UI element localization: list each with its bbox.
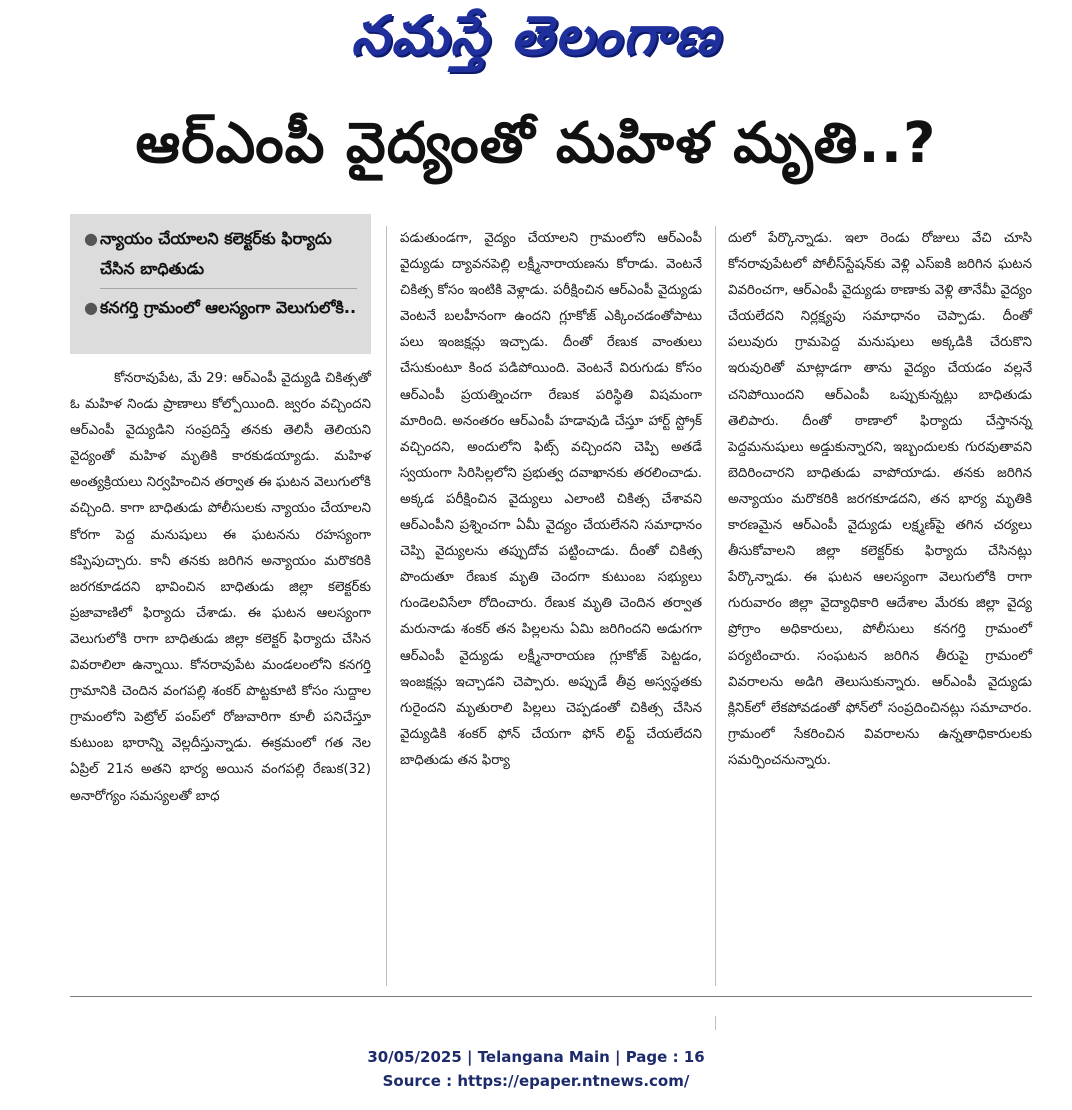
newspaper-logo: నమస్తే తెలంగాణ — [351, 3, 721, 67]
highlight-item — [84, 293, 357, 323]
article-bottom-rule — [70, 996, 1032, 997]
footer-edition-line: 30/05/2025 | Telangana Main | Page : 16 — [367, 1048, 705, 1066]
bullet-icon: ● — [84, 229, 98, 248]
article-column-2: పడుతుండగా, వైద్యం చేయాలని గ్రామంలోని ఆర్‌ఎంపీ వైద్యుడు ద్యావనపెల్లి లక్ష్మీనారాయణను కోరాడు. వెంటనే చికిత్స కోసం ఇంటికి వెళ్లాడు. పరీక్షించిన ఆర్‌ఎంపీ వైద్యుడు వెంటనే బలహీనంగా ఉందని గ్లూకోజ్ ఎక్కించడంతోపాటు పలు ఇంజక్షన్లు ఇచ్చాడు. దీంతో రేణుక వాంతులు చేసుకుంటూ కింద పడిపోయింది. వెంటనే విరుగుడు కోసం ఆర్‌ఎంపీ ప్రయత్నించగా రేణుక పరిస్థితి విషమంగా మారింది. అనంతరం ఆర్‌ఎంపీ హడావుడి చేస్తూ హార్ట్ స్ట్రోక్ వచ్చిందని, అందులోని ఫిట్స్ వచ్చిందని చెప్పి అతడే స్వయంగా సిరిసిల్లలోని ప్రభుత్వ దవాఖానకు తరలించాడు. అక్కడ పరీక్షించిన వైద్యులు ఎలాంటి చికిత్స చేశావని ఆర్‌ఎంపీని ప్రశ్నించగా ఏమీ వైద్యం చేయలేనని సమాధానం చెప్పి వైద్యులను తప్పుదోవ పట్టించాడు. దీంతో చికిత్స పొందుతూ రేణుక మృతి చెందగా కుటుంబ సభ్యులు గుండెలవిసేలా రోదించారు. రేణుక మృతి చెందిన తర్వాత మరునాడు శంకర్ తన పిల్లలను ఏమి జరిగిందని అడుగగా ఆర్‌ఎంపీ వైద్యుడు లక్ష్మీనారాయణ గ్లూకోజ్ పెట్టడం, ఇంజక్షన్లు ఇచ్చాడని చెప్పారు. అప్పుడే తీవ్ర అస్వస్థతకు గురైందని మృతురాలి పిల్లలు చెప్పడంతో చికిత్స చేసిన వైద్యుడికి శంకర్ ఫోన్ చేయగా ఫోన్ లిఫ్ట్ చేయలేదని బాధితుడు తన ఫిర్యా — [400, 231, 702, 768]
next-article-fragment — [110, 1022, 670, 1034]
highlight-text: కనగర్తి గ్రామంలో ఆలస్యంగా వెలుగులోకి.. — [100, 298, 357, 317]
highlight-item — [84, 224, 357, 284]
highlight-divider — [100, 288, 357, 289]
column-divider — [715, 226, 716, 986]
footer-source-line: Source : https://epaper.ntnews.com/ — [382, 1072, 690, 1090]
article-headline: ఆర్‌ఎంపీ వైద్యంతో మహిళ మృతి..? — [135, 110, 937, 176]
article-column-3: దులో పేర్కొన్నాడు. ఇలా రెండు రోజులు వేచి చూసి కోనరావుపేటలో పోలీస్‌స్టేషన్‌కు వెళ్లి ఎస్‌ఐకి జరిగిన ఘటన వివరించగా, ఆర్‌ఎంపీ వైద్యుడు ఠాణాకు వెళ్లి తానేమీ వైద్యం చేయలేదని నిర్లక్ష్యపు సమాధానం చెప్పాడు. దీంతో పలువురు గ్రామపెద్ద మనుషులు అక్కడికి చేరుకొని ఇరువురితో మాట్లాడగా తాను వైద్యం చేయడం వల్లనే చనిపోయిందని ఆర్‌ఎంపీ ఒప్పుకున్నట్లు బాధితుడు తెలిపారు. దీంతో ఠాణాలో ఫిర్యాదు చేస్తానన్న పెద్దమనుషులు అడ్డుకున్నారని, ఇబ్బందులకు గురవుతావని బెదిరించారని బాధితుడు వాపోయాడు. తనకు జరిగిన అన్యాయం మరొకరికి జరగకూడదని, తన భార్య మృతికి కారణమైన ఆర్‌ఎంపీ వైద్యుడు లక్ష్మణ్‌పై తగిన చర్యలు తీసుకోవాలని జిల్లా కలెక్టర్‌కు ఫిర్యాదు చేసినట్లు పేర్కొన్నాడు. ఈ ఘటన ఆలస్యంగా వెలుగులోకి రాగా గురువారం జిల్లా వైద్యాధికారి ఆదేశాల మేరకు జిల్లా వైద్య ప్రోగ్రాం అధికారులు, పోలీసులు కనగర్తి గ్రామంలో పర్యటించారు. సంఘటన జరిగిన తీరుపై గ్రామంలో వివరాలను అడిగి తెలుసుకున్నారు. ఆర్‌ఎంపీ వైద్యుడు క్లినిక్‌లో లేకపోవడంతో ఫోన్‌లో సంప్రదించినట్లు సమాచారం. గ్రామంలో సేకరించిన వివరాలను ఉన్నతాధికారులకు సమర్పించనున్నారు. — [728, 231, 1032, 768]
masthead — [0, 4, 1072, 80]
highlights-box — [70, 214, 371, 354]
column-divider — [386, 226, 387, 986]
column-divider — [715, 1016, 716, 1030]
article-column-1: కోనరావుపేట, మే 29: ఆర్‌ఎంపీ వైద్యుడి చికిత్సతో ఓ మహిళ నిండు ప్రాణాలు కోల్పోయింది. జ్వరం వచ్చిందని ఆర్‌ఎంపీ వైద్యుడిని సంప్రదిస్తే తనకు తెలిసీ తెలియని వైద్యంతో మహిళ మృతికి కారకుడయ్యాడు. మహిళ అంత్యక్రియలు నిర్వహించిన తర్వాత ఈ ఘటన వెలుగులోకి వచ్చింది. కాగా బాధితుడు పోలీసులకు న్యాయం చేయాలని కోరగా పెద్ద మనుషులు ఈ ఘటనను రహస్యంగా కప్పిపుచ్చారు. కానీ తనకు జరిగిన అన్యాయం మరొకరికి జరగకూడదని భావించిన బాధితుడు జిల్లా కలెక్టర్‌కు ప్రజావాణిలో ఫిర్యాదు చేశాడు. ఈ ఘటన ఆలస్యంగా వెలుగులోకి రాగా బాధితుడు జిల్లా కలెక్టర్ ఫిర్యాదు చేసిన వివరాలిలా ఉన్నాయి. కోనరావుపేట మండలంలోని కనగర్తి గ్రామానికి చెందిన వంగపల్లి శంకర్ పొట్టకూటి కోసం సుద్దాల గ్రామంలోని పెట్రోల్ పంప్‌లో రోజువారిగా కూలీ పనిచేస్తూ కుటుంబ భారాన్ని వెల్లదీస్తున్నాడు. ఈక్రమంలో గత నెల ఏప్రిల్ 21న అతని భార్య అయిన వంగపల్లి రేణుక(32) అనారోగ్యం సమస్యలతో బాధ — [70, 371, 371, 804]
highlight-text: న్యాయం చేయాలని కలెక్టర్‌కు ఫిర్యాదు చేసిన బాధితుడు — [100, 229, 332, 278]
bullet-icon: ● — [84, 298, 98, 317]
